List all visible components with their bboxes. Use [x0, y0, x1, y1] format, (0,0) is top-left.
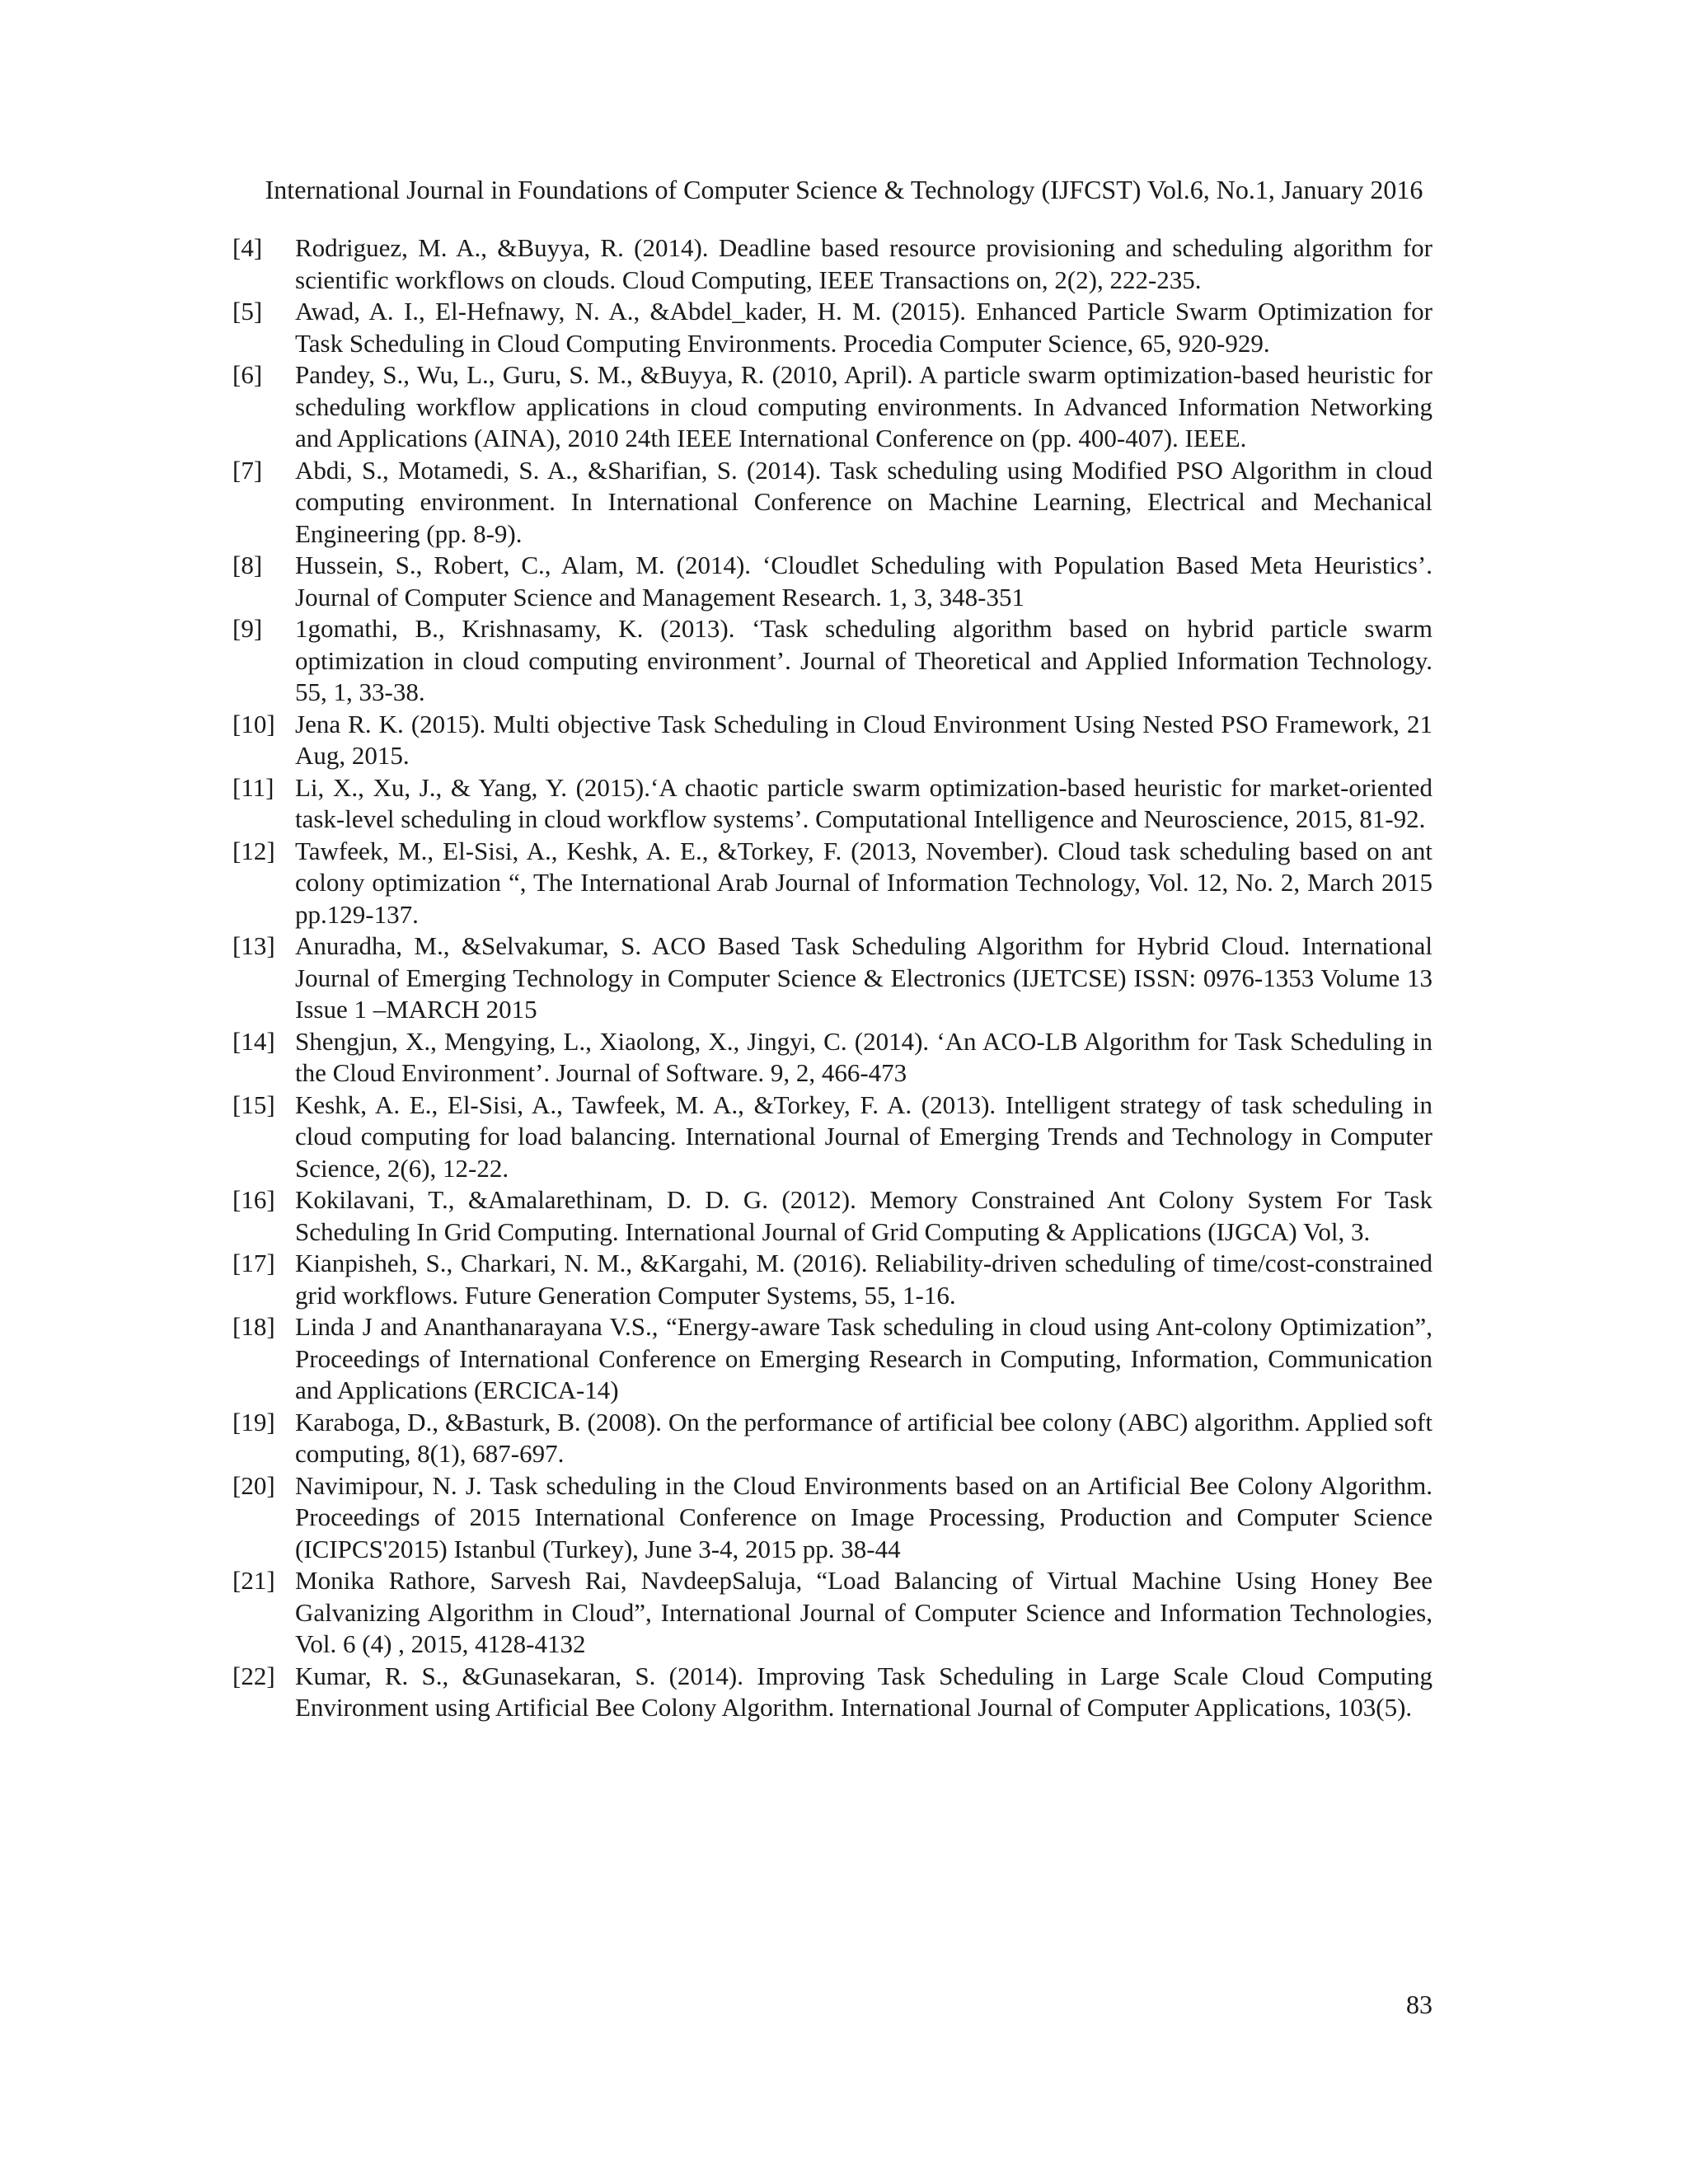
- reference-text: Kianpisheh, S., Charkari, N. M., &Kargahi, M. (2016). Reliability-driven scheduling of time/cost-constrained grid workflows. Future Generation Computer Systems, 55, 1-16.: [295, 1249, 1432, 1310]
- reference-item: [232, 550, 1432, 613]
- reference-item: [232, 455, 1432, 551]
- reference-item: [232, 1090, 1432, 1185]
- reference-item: [232, 930, 1432, 1026]
- reference-number: [4]: [232, 233, 263, 262]
- reference-number: [9]: [232, 614, 263, 643]
- reference-number: [8]: [232, 551, 263, 579]
- reference-text: Awad, A. I., El-Hefnawy, N. A., &Abdel_kader, H. M. (2015). Enhanced Particle Swarm Optimization for Task Scheduling in Cloud Computing Environments. Procedia Computer Science, 65, 920-929.: [295, 297, 1432, 358]
- reference-number: [12]: [232, 836, 275, 865]
- reference-text: Kumar, R. S., &Gunasekaran, S. (2014). Improving Task Scheduling in Large Scale Cloud Computing Environment using Artificial Bee Colony Algorithm. International Journal of Computer Applications, 103(5).: [295, 1661, 1432, 1722]
- reference-text: Kokilavani, T., &Amalarethinam, D. D. G. (2012). Memory Constrained Ant Colony System For Task Scheduling In Grid Computing. International Journal of Grid Computing & Applications (IJGCA) Vol, 3.: [295, 1185, 1432, 1246]
- reference-text: Navimipour, N. J. Task scheduling in the Cloud Environments based on an Artificial Bee Colony Algorithm. Proceedings of 2015 International Conference on Image Processing, Production and Computer Science (ICIPCS'2015) Istanbul (Turkey), June 3-4, 2015 pp. 38-44: [295, 1470, 1432, 1563]
- reference-item: [232, 613, 1432, 709]
- reference-text: Tawfeek, M., El-Sisi, A., Keshk, A. E., &Torkey, F. (2013, November). Cloud task scheduling based on ant colony optimization “, The International Arab Journal of Information Technology, Vol. 12, No. 2, March 2015 pp.129-137.: [295, 836, 1432, 929]
- reference-item: [232, 1407, 1432, 1470]
- reference-item: [232, 1565, 1432, 1661]
- reference-number: [16]: [232, 1185, 275, 1214]
- reference-number: [17]: [232, 1249, 275, 1277]
- reference-number: [11]: [232, 772, 274, 802]
- reference-item: [232, 1661, 1432, 1724]
- reference-item: [232, 1026, 1432, 1090]
- reference-number: [6]: [232, 360, 263, 389]
- reference-item: [232, 1470, 1432, 1566]
- reference-number: [7]: [232, 455, 263, 485]
- reference-item: [232, 1311, 1432, 1407]
- reference-number: [19]: [232, 1407, 275, 1436]
- reference-text: Hussein, S., Robert, C., Alam, M. (2014). ‘Cloudlet Scheduling with Population Based Meta Heuristics’. Journal of Computer Science and Management Research. 1, 3, 348-351: [295, 551, 1432, 612]
- reference-text: Abdi, S., Motamedi, S. A., &Sharifian, S. (2014). Task scheduling using Modified PSO Algorithm in cloud computing environment. In International Conference on Machine Learning, Electrical and Mechanical Engineering (pp. 8-9).: [295, 455, 1432, 548]
- reference-item: [232, 772, 1432, 836]
- running-header: International Journal in Foundations of Computer Science & Technology (IJFCST) Vol.6, No.1, January 2016: [265, 175, 1423, 204]
- reference-text: Pandey, S., Wu, L., Guru, S. M., &Buyya, R. (2010, April). A particle swarm optimization-based heuristic for scheduling workflow applications in cloud computing environments. In Advanced Information Networking and Applications (AINA), 2010 24th IEEE International Conference on (pp. 400-407). IEEE.: [295, 360, 1432, 452]
- reference-text: Monika Rathore, Sarvesh Rai, NavdeepSaluja, “Load Balancing of Virtual Machine Using Honey Bee Galvanizing Algorithm in Cloud”, International Journal of Computer Science and Information Technologies, Vol. 6 (4) , 2015, 4128-4132: [295, 1566, 1432, 1658]
- reference-number: [21]: [232, 1566, 275, 1595]
- reference-text: Karaboga, D., &Basturk, B. (2008). On the performance of artificial bee colony (ABC) algorithm. Applied soft computing, 8(1), 687-697.: [295, 1407, 1432, 1468]
- reference-item: [232, 1248, 1432, 1311]
- page-number: 83: [1406, 1990, 1432, 2019]
- reference-number: [10]: [232, 709, 275, 738]
- reference-item: [232, 359, 1432, 455]
- reference-text: Jena R. K. (2015). Multi objective Task Scheduling in Cloud Environment Using Nested PSO Framework, 21 Aug, 2015.: [295, 709, 1432, 770]
- reference-item: [232, 709, 1432, 772]
- reference-number: [5]: [232, 297, 263, 326]
- reference-text: Anuradha, M., &Selvakumar, S. ACO Based Task Scheduling Algorithm for Hybrid Cloud. International Journal of Emerging Technology in Computer Science & Electronics (IJETCSE) ISSN: 0976-1353 Volume 13 Issue 1 –MARCH 2015: [295, 931, 1432, 1024]
- reference-list: [232, 232, 1432, 1724]
- reference-text: Li, X., Xu, J., & Yang, Y. (2015).‘A chaotic particle swarm optimization-based heuristic for market-oriented task-level scheduling in cloud workflow systems’. Computational Intelligence and Neuroscience, 2015, 81-92.: [295, 772, 1432, 833]
- reference-number: [15]: [232, 1090, 275, 1119]
- reference-text: 1gomathi, B., Krishnasamy, K. (2013). ‘Task scheduling algorithm based on hybrid particle swarm optimization in cloud computing environment’. Journal of Theoretical and Applied Information Technology. 55, 1, 33-38.: [295, 614, 1432, 706]
- reference-item: [232, 1184, 1432, 1248]
- reference-number: [14]: [232, 1026, 275, 1056]
- reference-text: Rodriguez, M. A., &Buyya, R. (2014). Deadline based resource provisioning and scheduling algorithm for scientific workflows on clouds. Cloud Computing, IEEE Transactions on, 2(2), 222-235.: [295, 233, 1432, 294]
- reference-item: [232, 232, 1432, 296]
- reference-text: Linda J and Ananthanarayana V.S., “Energy-aware Task scheduling in cloud using Ant-colony Optimization”, Proceedings of International Conference on Emerging Research in Computing, Information, Communication and Applications (ERCICA-14): [295, 1312, 1432, 1404]
- reference-text: Shengjun, X., Mengying, L., Xiaolong, X., Jingyi, C. (2014). ‘An ACO-LB Algorithm for Task Scheduling in the Cloud Environment’. Journal of Software. 9, 2, 466-473: [295, 1026, 1432, 1087]
- reference-item: [232, 836, 1432, 931]
- reference-text: Keshk, A. E., El-Sisi, A., Tawfeek, M. A., &Torkey, F. A. (2013). Intelligent strategy of task scheduling in cloud computing for load balancing. International Journal of Emerging Trends and Technology in Computer Science, 2(6), 12-22.: [295, 1090, 1432, 1183]
- reference-number: [13]: [232, 931, 275, 960]
- reference-number: [20]: [232, 1470, 275, 1500]
- reference-number: [18]: [232, 1312, 275, 1341]
- reference-item: [232, 296, 1432, 359]
- reference-number: [22]: [232, 1661, 275, 1690]
